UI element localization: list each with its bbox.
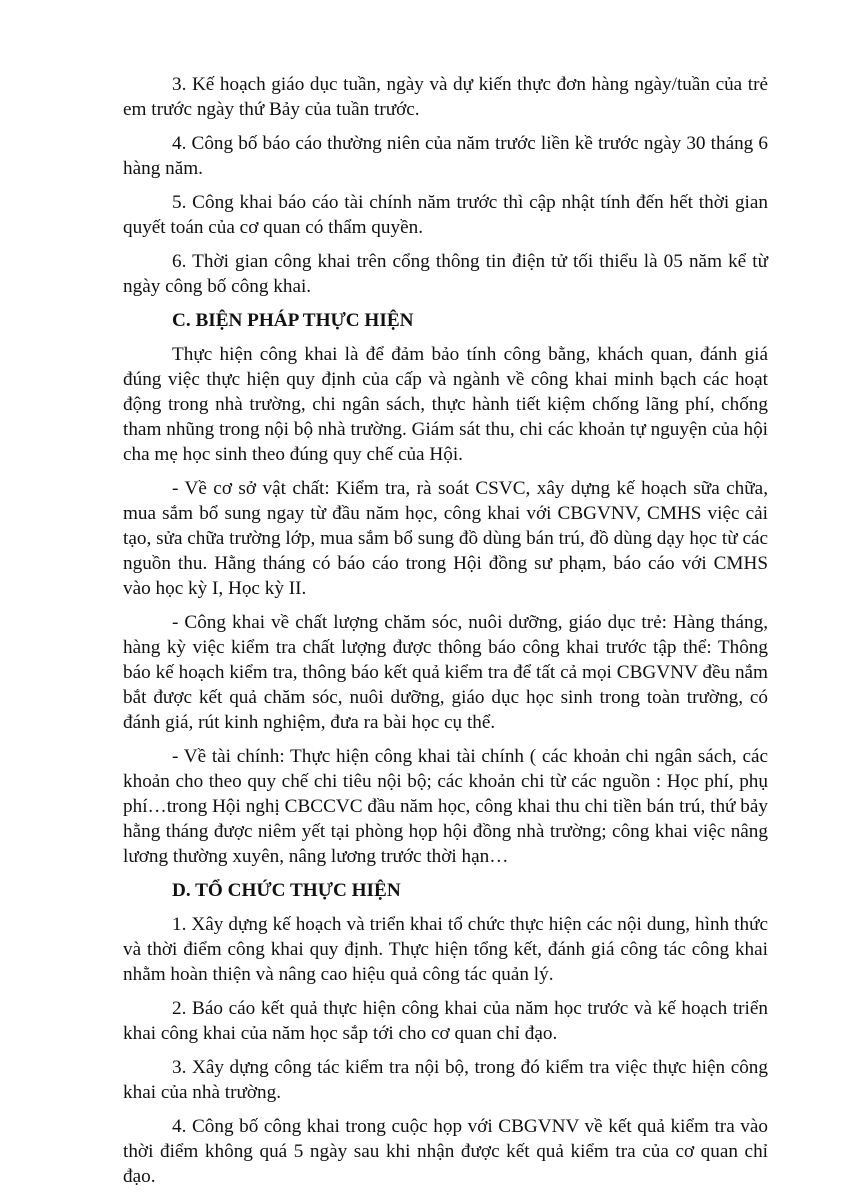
document-page <box>123 72 768 1198</box>
section-c-paragraph-intro: Thực hiện công khai là để đảm bảo tính công bằng, khách quan, đánh giá đúng việc thực hiện quy định của cấp và ngành về công khai minh bạch các hoạt động trong nhà trường, chi ngân sách, thực hành tiết kiệm chống lãng phí, chống tham nhũng trong nội bộ nhà trường. Giám sát thu, chi các khoản tự nguyện của hội cha mẹ học sinh theo đúng quy chế của Hội. <box>123 344 768 465</box>
section-d-heading: D. TỔ CHỨC THỰC HIỆN <box>172 880 401 901</box>
section-c-paragraph-facilities: - Về cơ sở vật chất: Kiểm tra, rà soát CSVC, xây dựng kế hoạch sữa chữa, mua sắm bổ sung ngay từ đầu năm học, công khai với CBGVNV, CMHS việc cải tạo, sửa chữa trường lớp, mua sắm bổ sung đồ dùng bán trú, đồ dùng dạy học từ các nguồn thu. Hằng tháng có báo cáo trong Hội đồng sư phạm, báo cáo với CMHS vào học kỳ I, Học kỳ II. <box>123 478 768 599</box>
intro-item-5: 5. Công khai báo cáo tài chính năm trước thì cập nhật tính đến hết thời gian quyết toán của cơ quan có thẩm quyền. <box>123 192 768 238</box>
section-d-item-3: 3. Xây dựng công tác kiểm tra nội bộ, trong đó kiểm tra việc thực hiện công khai của nhà trường. <box>123 1057 768 1103</box>
intro-item-3: 3. Kế hoạch giáo dục tuần, ngày và dự kiến thực đơn hàng ngày/tuần của trẻ em trước ngày thứ Bảy của tuần trước. <box>123 74 768 120</box>
section-c-paragraph-finance: - Về tài chính: Thực hiện công khai tài chính ( các khoản chi ngân sách, các khoản cho theo quy chế chi tiêu nội bộ; các khoản chi từ các nguồn : Học phí, phụ phí…trong Hội nghị CBCCVC đầu năm học, công khai thu chi tiền bán trú, thứ bảy hằng tháng được niêm yết tại phòng họp hội đồng nhà trường; công khai việc nâng lương thường xuyên, nâng lương trước thời hạn… <box>123 746 768 867</box>
intro-item-4: 4. Công bố báo cáo thường niên của năm trước liền kề trước ngày 30 tháng 6 hàng năm. <box>123 133 768 179</box>
section-d-item-4: 4. Công bố công khai trong cuộc họp với CBGVNV về kết quả kiểm tra vào thời điểm không quá 5 ngày sau khi nhận được kết quả kiểm tra của cơ quan chỉ đạo. <box>123 1116 768 1187</box>
section-d-item-2: 2. Báo cáo kết quả thực hiện công khai của năm học trước và kế hoạch triển khai công khai của năm học sắp tới cho cơ quan chỉ đạo. <box>123 998 768 1044</box>
intro-item-6: 6. Thời gian công khai trên cổng thông tin điện tử tối thiểu là 05 năm kể từ ngày công bố công khai. <box>123 251 768 297</box>
section-c-paragraph-quality: - Công khai về chất lượng chăm sóc, nuôi dưỡng, giáo dục trẻ: Hàng tháng, hàng kỳ việc kiểm tra chất lượng được thông báo công khai trước tập thể: Thông báo kế hoạch kiểm tra, thông báo kết quả kiểm tra để tất cả mọi CBGVNV đều nắm bắt được kết quả chăm sóc, nuôi dưỡng, giáo dục học sinh trong toàn trường, có đánh giá, rút kinh nghiệm, đưa ra bài học cụ thể. <box>123 612 768 733</box>
section-d-item-1: 1. Xây dựng kế hoạch và triển khai tổ chức thực hiện các nội dung, hình thức và thời điểm công khai quy định. Thực hiện tổng kết, đánh giá công tác công khai nhằm hoàn thiện và nâng cao hiệu quả công tác quản lý. <box>123 914 768 985</box>
section-c-heading: C. BIỆN PHÁP THỰC HIỆN <box>172 310 414 331</box>
